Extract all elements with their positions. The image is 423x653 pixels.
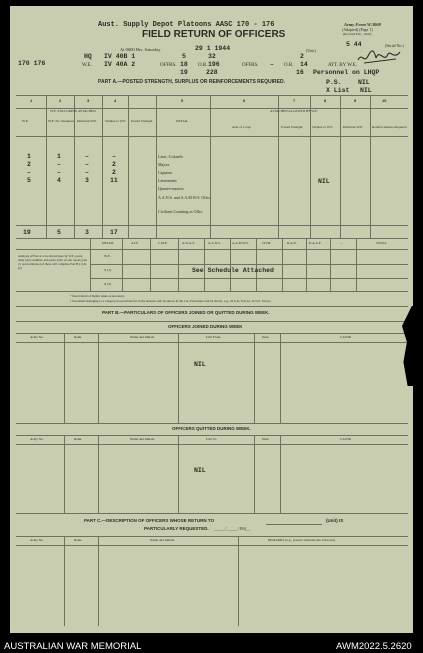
or-attached-label: O.R.	[284, 63, 294, 68]
col-num: 7	[293, 98, 296, 103]
xlist-value: NIL	[360, 87, 372, 94]
rule	[310, 95, 311, 238]
rank-label: Lieut.-Colonels	[158, 154, 183, 159]
col-head: Date.	[262, 335, 270, 339]
surplus-cell: –	[85, 161, 89, 168]
col-head-posted-att: Posted Strength	[281, 125, 303, 129]
analysis-note: Analysis of Part A to be shown here by W.E. posts, daily party number, and posts. (Not of one report) part 21 as incomplete) of there will complete Part B (1) & (2)	[18, 254, 88, 270]
att-by-we-label: ATT. BY W.E.	[328, 63, 358, 68]
total-posted: 17	[110, 229, 118, 236]
col-num: 9	[354, 98, 357, 103]
rule	[16, 423, 408, 424]
branch-label: R.A.A.F.	[309, 241, 322, 245]
quitted-title: OFFICERS QUITTED DURING WEEK.	[172, 426, 251, 431]
or-attached-value: 14	[300, 61, 308, 68]
rule	[16, 435, 408, 436]
part-b-title: PART B.—PARTICULARS OF OFFICERS JOINED OR QUITTED DURING WEEK.	[102, 310, 270, 315]
we-line-2: IV 40A 2	[104, 61, 136, 68]
fill-line	[266, 524, 322, 525]
xlist-label: X List	[326, 87, 350, 94]
torn-edge	[402, 306, 416, 386]
branch-label: A.W.A.S.	[182, 241, 196, 245]
branch-label: CIVIL	[262, 241, 272, 245]
form-number: Army Form W.3008	[344, 22, 381, 27]
branch-label: A.A.N.S.	[208, 241, 221, 245]
typed-unit-name: Aust. Supply Depot Platoons AASC 170 - 176	[98, 21, 275, 29]
analysis-detail-label: DETAIL	[102, 241, 114, 245]
sub-row-label: X (2)	[104, 282, 112, 286]
joined-title: OFFICERS JOINED DURING WEEK	[168, 324, 243, 329]
total-surplus: 3	[85, 229, 89, 236]
col-head: Unit To.	[206, 437, 218, 441]
we-excl-label: W.E. EXCLUDING ATTACHED.	[50, 109, 97, 113]
col-num: 6	[243, 98, 246, 103]
part-c-title: PART C.—DESCRIPTION OF OFFICERS WHOSE RETURN TO	[84, 518, 215, 523]
rule	[98, 435, 99, 513]
rule	[280, 435, 281, 513]
col-num: 10	[382, 98, 387, 103]
we-line-1-or: 2	[300, 53, 304, 60]
col-head: Name and Initials.	[150, 538, 175, 542]
deficient-cell: –	[57, 161, 61, 168]
rank-label: Majors	[158, 162, 170, 167]
we-required-cell: 2	[27, 161, 31, 168]
col-head-arm: Arm of Corps	[232, 125, 251, 129]
part-c-date: _____/_____/194__	[214, 526, 251, 531]
col-head: CAUSE.	[340, 335, 352, 339]
rule	[74, 95, 75, 238]
branch-label: TOTAL	[376, 241, 387, 245]
surplus-cell: –	[85, 169, 89, 176]
col-head-we-required: W.E. No. Required	[48, 119, 74, 123]
deficient-cell: –	[57, 169, 61, 176]
we-required-cell: 1	[27, 153, 31, 160]
rank-label: Quarter-masters	[158, 186, 184, 191]
rule	[238, 536, 239, 626]
col-head: Army No.	[30, 538, 44, 542]
col-head: CAUSE.	[340, 437, 352, 441]
rule	[16, 342, 408, 343]
col-num: 2	[59, 98, 62, 103]
col-head: Rank.	[74, 538, 83, 542]
rank-label: Captains	[158, 170, 172, 175]
col-head: Name and Initials.	[130, 335, 155, 339]
att-228: 228	[206, 69, 218, 76]
part-c-line2: PARTICULARLY REQUESTED.	[144, 526, 209, 531]
rule	[16, 238, 408, 239]
branch-label: C.M.F.	[158, 241, 168, 245]
branch-label: R.A.N.	[287, 241, 297, 245]
rule	[90, 278, 408, 279]
we-required-cell: 5	[27, 177, 31, 184]
we-label: W.E.	[82, 63, 92, 68]
offrs-value: 18	[180, 61, 188, 68]
quitted-nil: NIL	[194, 467, 206, 474]
rule	[16, 306, 408, 307]
offrs-attached-value: –	[270, 61, 274, 68]
footnote: † Personnel belonging to a category not provided for in the analysis will be shown in the Col. Particulars will be shown, e.g., 20 U.K. Forces; 10 N.Z. Forces.	[70, 299, 272, 303]
rule	[16, 536, 408, 537]
part-a-title: PART A.—POSTED STRENGTH, SURPLUS OR REINFORCEMENTS REQUIRED.	[98, 79, 285, 85]
col-head: Rank.	[74, 437, 83, 441]
rule	[90, 264, 408, 265]
col-num: 8	[324, 98, 327, 103]
at-hours-label: At 0600 Hrs. Saturday	[120, 47, 161, 52]
col-head-reinforcements: Reinforcements Required	[372, 125, 407, 129]
rule	[64, 435, 65, 513]
rule	[64, 333, 65, 423]
rank-label: A.A.N.S. and A.A.M.W.S. Offrs.	[158, 195, 211, 200]
rule	[16, 545, 408, 546]
col-head: Date.	[262, 437, 270, 441]
rule	[16, 291, 408, 292]
col-head-surplus: Surplus to W.E.	[105, 119, 127, 123]
form-adapted: (Adapted) (Page 1)	[342, 27, 373, 32]
col-num: 4	[114, 98, 117, 103]
total-we-required: 19	[23, 229, 31, 236]
rule	[254, 333, 255, 423]
rule	[16, 321, 408, 322]
we-line-1: IV 40B 1	[104, 53, 136, 60]
deficient-cell: 4	[57, 177, 61, 184]
archive-name: AUSTRALIAN WAR MEMORIAL	[4, 641, 142, 652]
ps-value: NIL	[358, 79, 370, 86]
att-19: 19	[180, 69, 188, 76]
branch-label: ...	[340, 241, 343, 245]
footnote: * Insert detail of higher ranks as necessary.	[70, 294, 125, 298]
surplus-cell: 3	[85, 177, 89, 184]
form-revised: (Revised Feb., 1943)	[343, 32, 372, 36]
col-head: REMARKS (e.g., present whereabouts if known).	[268, 538, 336, 542]
col-head-detail: DETAIL	[176, 119, 188, 123]
rule	[16, 333, 408, 334]
we-line-1-value: 5	[182, 53, 186, 60]
or-value: 196	[208, 61, 220, 68]
attached-nil: NIL	[318, 178, 330, 185]
joined-nil: NIL	[194, 361, 206, 368]
rule	[178, 333, 179, 423]
rule	[280, 333, 281, 423]
return-date: 29 1 1944	[195, 45, 231, 52]
rule	[98, 536, 99, 626]
branch-label: A.A.M.W.S.	[232, 241, 249, 245]
serial-label: (Serial No.)	[385, 43, 404, 48]
rule	[64, 536, 65, 626]
personnel-label: Personnel on LHQP	[313, 69, 380, 76]
rule	[16, 249, 408, 250]
att-16: 16	[296, 69, 304, 76]
ps-label: P.S.	[326, 79, 342, 86]
posted-cell: 2	[112, 161, 116, 168]
rule	[46, 95, 47, 238]
or-label: O.R.	[198, 63, 208, 68]
col-num: 1	[30, 98, 33, 103]
deficient-cell: 1	[57, 153, 61, 160]
rule	[254, 435, 255, 513]
branch-label: A.I.F.	[131, 241, 139, 245]
col-head-posted: Posted Strength	[131, 119, 153, 123]
we-line-1-offrs: 32	[208, 53, 216, 60]
archive-caption-bar	[0, 638, 423, 653]
offrs-label: OFFRS.	[160, 63, 177, 68]
posted-cell: 2	[112, 169, 116, 176]
sub-row-label: X (1)	[104, 268, 112, 272]
rank-label: Civilians Counting as Offrs.	[158, 209, 204, 214]
offrs-attached-label: OFFRS.	[242, 63, 259, 68]
col-head-deficient-att: Deficient W.E.	[343, 125, 364, 129]
col-head-surplus-att: Surplus to W.E.	[312, 125, 334, 129]
rule	[16, 444, 408, 445]
rule	[178, 435, 179, 513]
rule	[156, 95, 157, 238]
accession-number: AWM2022.5.2620	[336, 641, 412, 652]
rule	[210, 95, 211, 238]
sub-row-label: W.E.	[104, 254, 111, 258]
col-head: Army No.	[30, 437, 44, 441]
page-title: FIELD RETURN OF OFFICERS	[142, 29, 286, 40]
we-required-cell: –	[27, 169, 31, 176]
surplus-cell: –	[85, 153, 89, 160]
rule	[16, 513, 408, 514]
col-head: Name and Initials.	[130, 437, 155, 441]
rule	[98, 333, 99, 423]
rule	[128, 95, 129, 238]
platoon-numbers: 170 176	[18, 60, 46, 67]
serial-number: 5 44	[346, 41, 362, 48]
rule	[370, 95, 371, 238]
form-sheet	[10, 6, 413, 633]
rule	[278, 95, 279, 238]
posted-cell: –	[112, 153, 116, 160]
col-head-deficient: Deficient W.E.	[77, 119, 98, 123]
attached-label: ATTACHED ALLOWED BY W.E.	[270, 109, 318, 113]
rank-label: Lieutenants	[158, 178, 177, 183]
hq-label: HQ	[84, 53, 92, 60]
part-c-title-end: (Unit) IS	[326, 518, 344, 523]
col-head: Unit From.	[206, 335, 222, 339]
schedule-attached: See Schedule Attached	[192, 267, 274, 274]
rule	[102, 95, 103, 238]
total-deficient: 5	[57, 229, 61, 236]
officer-signature	[356, 44, 406, 68]
col-head: Army No.	[30, 335, 44, 339]
col-num: 3	[87, 98, 90, 103]
col-num: 5	[181, 98, 184, 103]
posted-cell: 11	[110, 177, 118, 184]
col-head: Rank.	[74, 335, 83, 339]
we-no-label: W.E.	[22, 119, 29, 123]
unit-label: (Unit)	[306, 48, 316, 53]
rule	[340, 95, 341, 238]
